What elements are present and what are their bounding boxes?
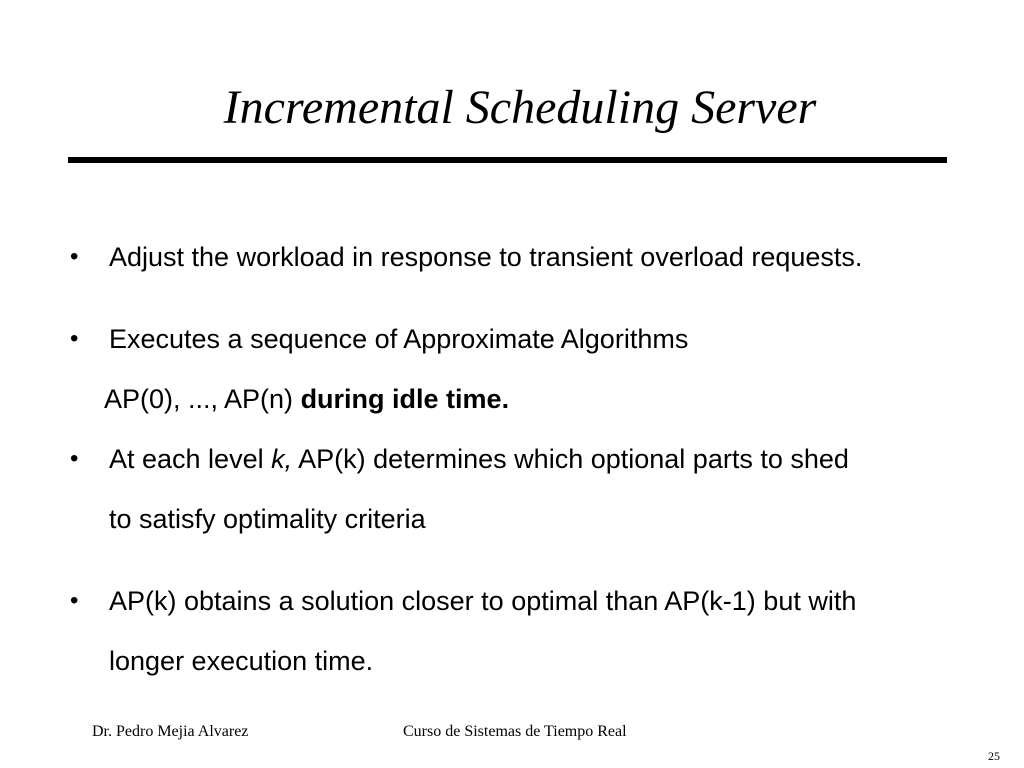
bullet-2-continuation (104, 369, 509, 429)
title-underline (68, 157, 947, 163)
footer-course: Curso de Sistemas de Tiempo Real (403, 723, 627, 740)
bullet-4-line-1: AP(k) obtains a solution closer to optimal than AP(k-1) but with (109, 586, 857, 616)
bullet-3-text-end: AP(k) determines which optional parts to shed (292, 444, 849, 474)
bullet-4-line-2: longer execution time. (109, 646, 374, 676)
page-number: 25 (988, 749, 1000, 763)
bullet-2-text: Executes a sequence of Approximate Algorithms (109, 324, 689, 354)
bullet-3-line-2: to satisfy optimality criteria (109, 504, 426, 534)
bullet-3-line-1 (109, 429, 849, 489)
footer-author: Dr. Pedro Mejia Alvarez (92, 723, 249, 740)
bullet-1-text: Adjust the workload in response to transient overload requests. (109, 242, 863, 272)
bullet-2-continuation-normal: AP(0), ..., AP(n) (104, 384, 301, 414)
bullet-marker: • (70, 445, 79, 472)
bullet-3-text-start: At each level (109, 444, 272, 474)
bullet-marker: • (70, 587, 79, 614)
bullet-marker: • (70, 325, 79, 352)
bullet-2-continuation-bold: during idle time. (300, 384, 510, 414)
bullet-marker: • (70, 243, 79, 270)
bullet-3-italic-k: k, (271, 444, 293, 474)
slide-title: Incremental Scheduling Server (223, 81, 817, 134)
